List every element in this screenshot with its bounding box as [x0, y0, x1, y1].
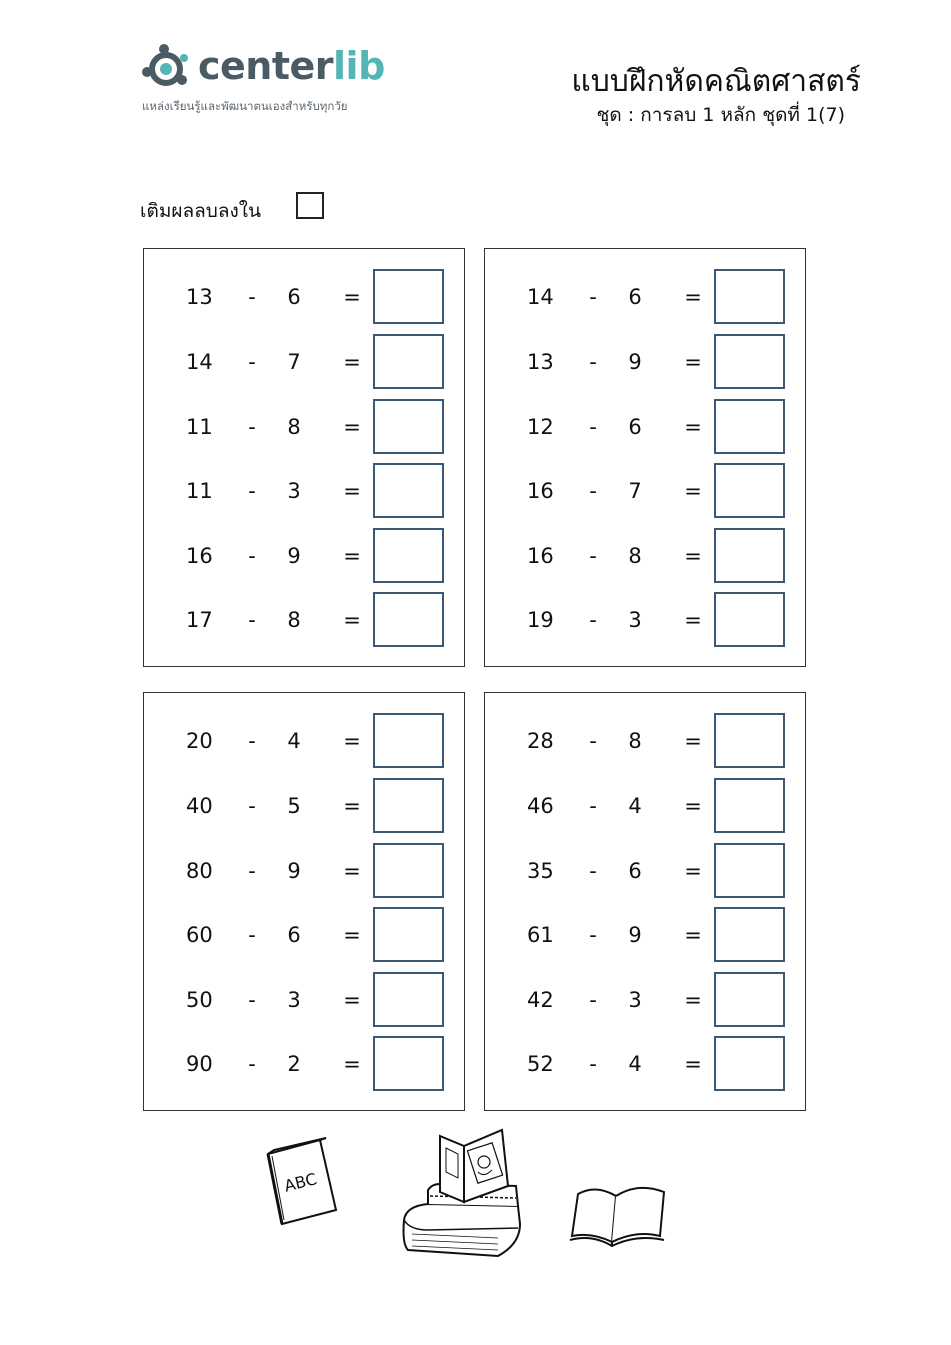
minus-sign: - — [589, 608, 597, 632]
abc-book-label: ABC — [282, 1169, 319, 1196]
equals-sign: = — [684, 1052, 702, 1076]
equals-sign: = — [343, 988, 361, 1012]
subtrahend: 6 — [628, 285, 642, 309]
subtrahend: 7 — [287, 350, 301, 374]
minus-sign: - — [589, 988, 597, 1012]
equals-sign: = — [343, 285, 361, 309]
minus-sign: - — [589, 479, 597, 503]
minus-sign: - — [589, 1052, 597, 1076]
answer-box[interactable] — [373, 334, 444, 389]
minuend: 40 — [186, 794, 213, 818]
subtrahend: 6 — [628, 415, 642, 439]
answer-box[interactable] — [373, 972, 444, 1027]
equals-sign: = — [684, 350, 702, 374]
minus-sign: - — [589, 859, 597, 883]
answer-box[interactable] — [714, 463, 785, 518]
exercise-panel-3 — [143, 692, 465, 1111]
book-stack-icon — [398, 1124, 526, 1260]
answer-box[interactable] — [373, 463, 444, 518]
equals-sign: = — [684, 794, 702, 818]
subtrahend: 3 — [287, 479, 301, 503]
equation-row — [144, 399, 464, 455]
page-subtitle: ชุด : การลบ 1 หลัก ชุดที่ 1(7) — [596, 104, 845, 126]
subtrahend: 4 — [287, 729, 301, 753]
subtrahend: 8 — [287, 415, 301, 439]
exercise-panel-4 — [484, 692, 806, 1111]
equals-sign: = — [684, 415, 702, 439]
answer-box[interactable] — [373, 713, 444, 768]
equals-sign: = — [684, 729, 702, 753]
minus-sign: - — [248, 794, 256, 818]
subtrahend: 6 — [628, 859, 642, 883]
minus-sign: - — [589, 544, 597, 568]
minuend: 52 — [527, 1052, 554, 1076]
minuend: 13 — [186, 285, 213, 309]
answer-box[interactable] — [373, 399, 444, 454]
equals-sign: = — [343, 544, 361, 568]
abc-book-icon — [262, 1134, 342, 1226]
subtrahend: 9 — [628, 350, 642, 374]
equals-sign: = — [684, 544, 702, 568]
equals-sign: = — [343, 1052, 361, 1076]
subtrahend: 9 — [287, 544, 301, 568]
minuend: 16 — [527, 544, 554, 568]
open-book-icon — [566, 1180, 672, 1254]
answer-box[interactable] — [373, 592, 444, 647]
equals-sign: = — [684, 608, 702, 632]
minus-sign: - — [248, 479, 256, 503]
equation-row — [485, 1036, 805, 1092]
page-title: แบบฝึกหัดคณิตศาสตร์ — [571, 64, 861, 99]
minuend: 17 — [186, 608, 213, 632]
minuend: 50 — [186, 988, 213, 1012]
answer-box[interactable] — [714, 972, 785, 1027]
answer-box[interactable] — [373, 528, 444, 583]
equation-row — [485, 399, 805, 455]
minuend: 14 — [527, 285, 554, 309]
equals-sign: = — [343, 794, 361, 818]
equation-row — [144, 713, 464, 769]
equals-sign: = — [684, 988, 702, 1012]
equals-sign: = — [343, 608, 361, 632]
subtrahend: 4 — [628, 794, 642, 818]
logo-tagline: แหล่งเรียนรู้และพัฒนาตนเองสำหรับทุกวัย — [142, 99, 348, 113]
minuend: 20 — [186, 729, 213, 753]
minuend: 61 — [527, 923, 554, 947]
equation-row — [485, 778, 805, 834]
minus-sign: - — [248, 544, 256, 568]
equals-sign: = — [684, 923, 702, 947]
equation-row — [485, 528, 805, 584]
subtrahend: 8 — [628, 729, 642, 753]
equation-row — [144, 528, 464, 584]
minus-sign: - — [248, 859, 256, 883]
equation-row — [144, 269, 464, 325]
answer-box[interactable] — [373, 843, 444, 898]
minuend: 42 — [527, 988, 554, 1012]
minuend: 90 — [186, 1052, 213, 1076]
equation-row — [144, 334, 464, 390]
equation-row — [485, 269, 805, 325]
subtrahend: 3 — [628, 608, 642, 632]
equals-sign: = — [343, 859, 361, 883]
answer-box[interactable] — [714, 713, 785, 768]
minus-sign: - — [589, 415, 597, 439]
equation-row — [144, 843, 464, 899]
equation-row — [144, 778, 464, 834]
equation-row — [485, 843, 805, 899]
answer-box[interactable] — [714, 334, 785, 389]
minus-sign: - — [248, 415, 256, 439]
subtrahend: 5 — [287, 794, 301, 818]
equals-sign: = — [684, 285, 702, 309]
subtrahend: 7 — [628, 479, 642, 503]
minus-sign: - — [589, 729, 597, 753]
equation-row — [485, 972, 805, 1028]
minuend: 46 — [527, 794, 554, 818]
equation-row — [144, 592, 464, 648]
equals-sign: = — [343, 729, 361, 753]
illustrations — [0, 1120, 951, 1270]
subtrahend: 4 — [628, 1052, 642, 1076]
minuend: 80 — [186, 859, 213, 883]
subtrahend: 8 — [628, 544, 642, 568]
equation-row — [144, 463, 464, 519]
minus-sign: - — [248, 923, 256, 947]
minus-sign: - — [248, 1052, 256, 1076]
logo-text-lib: lib — [333, 44, 385, 88]
equals-sign: = — [343, 479, 361, 503]
minuend: 13 — [527, 350, 554, 374]
equation-row — [485, 463, 805, 519]
minuend: 35 — [527, 859, 554, 883]
equation-row — [144, 1036, 464, 1092]
logo-wordmark — [198, 44, 385, 88]
exercise-panel-2 — [484, 248, 806, 667]
answer-box[interactable] — [714, 907, 785, 962]
minuend: 11 — [186, 479, 213, 503]
equals-sign: = — [343, 923, 361, 947]
minus-sign: - — [589, 285, 597, 309]
equals-sign: = — [684, 479, 702, 503]
minuend: 16 — [186, 544, 213, 568]
equals-sign: = — [343, 350, 361, 374]
minuend: 14 — [186, 350, 213, 374]
minus-sign: - — [248, 988, 256, 1012]
subtrahend: 6 — [287, 285, 301, 309]
centerlib-logo — [140, 40, 400, 120]
subtrahend: 2 — [287, 1052, 301, 1076]
exercise-panel-1 — [143, 248, 465, 667]
answer-box[interactable] — [714, 528, 785, 583]
minuend: 12 — [527, 415, 554, 439]
subtrahend: 3 — [287, 988, 301, 1012]
subtrahend: 8 — [287, 608, 301, 632]
answer-box[interactable] — [714, 269, 785, 324]
minus-sign: - — [589, 923, 597, 947]
minus-sign: - — [248, 285, 256, 309]
logo-text-center: center — [198, 44, 334, 88]
subtrahend: 9 — [287, 859, 301, 883]
answer-box[interactable] — [714, 778, 785, 833]
answer-box[interactable] — [373, 269, 444, 324]
equation-row — [485, 334, 805, 390]
answer-box[interactable] — [714, 1036, 785, 1091]
equation-row — [485, 907, 805, 963]
answer-box[interactable] — [373, 907, 444, 962]
answer-box[interactable] — [714, 843, 785, 898]
subtrahend: 3 — [628, 988, 642, 1012]
minuend: 28 — [527, 729, 554, 753]
minus-sign: - — [589, 350, 597, 374]
answer-box[interactable] — [714, 399, 785, 454]
answer-box[interactable] — [714, 592, 785, 647]
minus-sign: - — [248, 350, 256, 374]
answer-box[interactable] — [373, 778, 444, 833]
subtrahend: 6 — [287, 923, 301, 947]
equation-row — [485, 592, 805, 648]
minuend: 60 — [186, 923, 213, 947]
logo-mark-icon — [140, 42, 192, 94]
equation-row — [144, 972, 464, 1028]
equation-row — [144, 907, 464, 963]
answer-box[interactable] — [373, 1036, 444, 1091]
minuend: 11 — [186, 415, 213, 439]
minuend: 19 — [527, 608, 554, 632]
minus-sign: - — [248, 729, 256, 753]
subtrahend: 9 — [628, 923, 642, 947]
minuend: 16 — [527, 479, 554, 503]
equals-sign: = — [343, 415, 361, 439]
equation-row — [485, 713, 805, 769]
instruction-example-box — [296, 192, 324, 219]
minus-sign: - — [248, 608, 256, 632]
equals-sign: = — [684, 859, 702, 883]
instruction-text: เติมผลลบลงใน — [140, 200, 262, 222]
minus-sign: - — [589, 794, 597, 818]
